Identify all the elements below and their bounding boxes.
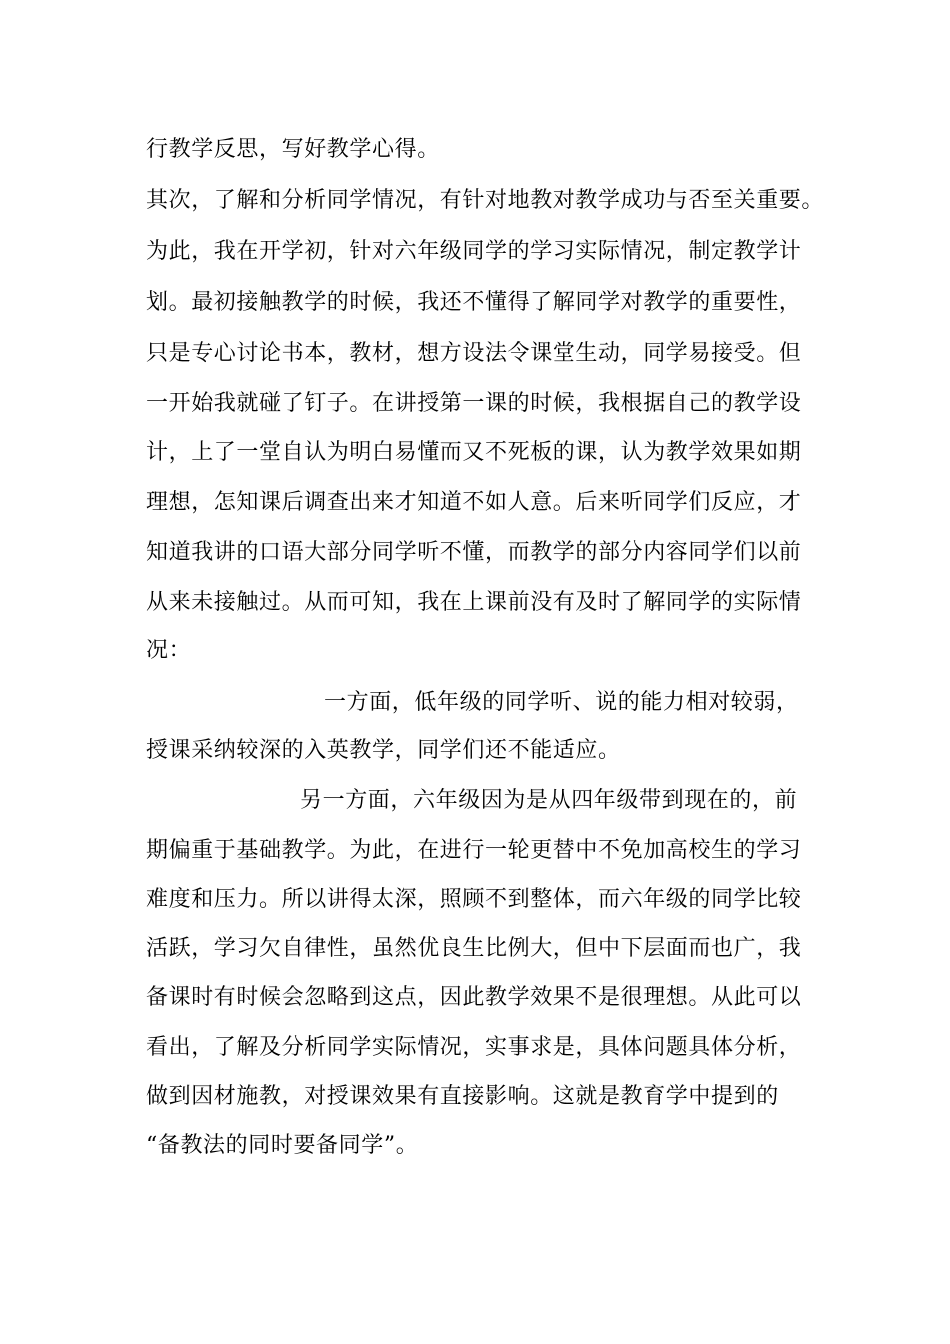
text-line: 另一方面，六年级因为是从四年级带到现在的，前 (300, 788, 798, 813)
text-line: 做到因材施教，对授课效果有直接影响。这就是教育学中提到的 (146, 1084, 779, 1109)
text-line: 划。最初接触教学的时候，我还不懂得了解同学对教学的重要性， (146, 290, 802, 315)
text-line: 其次，了解和分析同学情况，有针对地教对教学成功与否至关重要。 (146, 188, 825, 213)
text-line: 备课时有时候会忽略到这点，因此教学效果不是很理想。从此可以 (146, 985, 802, 1010)
text-line: 只是专心讨论书本，教材，想方设法令课堂生动，同学易接受。但 (146, 341, 802, 366)
text-line: 从来未接触过。从而可知，我在上课前没有及时了解同学的实际情 (146, 590, 802, 615)
text-line: 一开始我就碰了钉子。在讲授第一课的时候，我根据自己的教学设 (146, 391, 802, 416)
text-line: 难度和压力。所以讲得太深，照顾不到整体，而六年级的同学比较 (146, 887, 802, 912)
text-line: 看出，了解及分析同学实际情况，实事求是，具体问题具体分析， (146, 1035, 802, 1060)
text-line: 一方面，低年级的同学听、说的能力相对较弱， (324, 690, 799, 715)
text-line: 授课采纳较深的入英教学，同学们还不能适应。 (146, 738, 621, 763)
text-line: 理想，怎知课后调查出来才知道不如人意。后来听同学们反应，才 (146, 490, 802, 515)
text-line: 期偏重于基础教学。为此，在进行一轮更替中不免加高校生的学习 (146, 838, 802, 863)
text-line: 为此，我在开学初，针对六年级同学的学习实际情况，制定教学计 (146, 239, 802, 264)
text-line: 活跃，学习欠自律性，虽然优良生比例大，但中下层面而也广，我 (146, 936, 802, 961)
text-line: 知道我讲的口语大部分同学听不懂，而教学的部分内容同学们以前 (146, 540, 802, 565)
text-line: 行教学反思，写好教学心得。 (146, 137, 440, 162)
text-line: 况： (146, 638, 192, 663)
text-line: “备教法的同时要备同学”。 (146, 1133, 419, 1158)
text-line: 计，上了一堂自认为明白易懂而又不死板的课，认为教学效果如期 (146, 440, 802, 465)
